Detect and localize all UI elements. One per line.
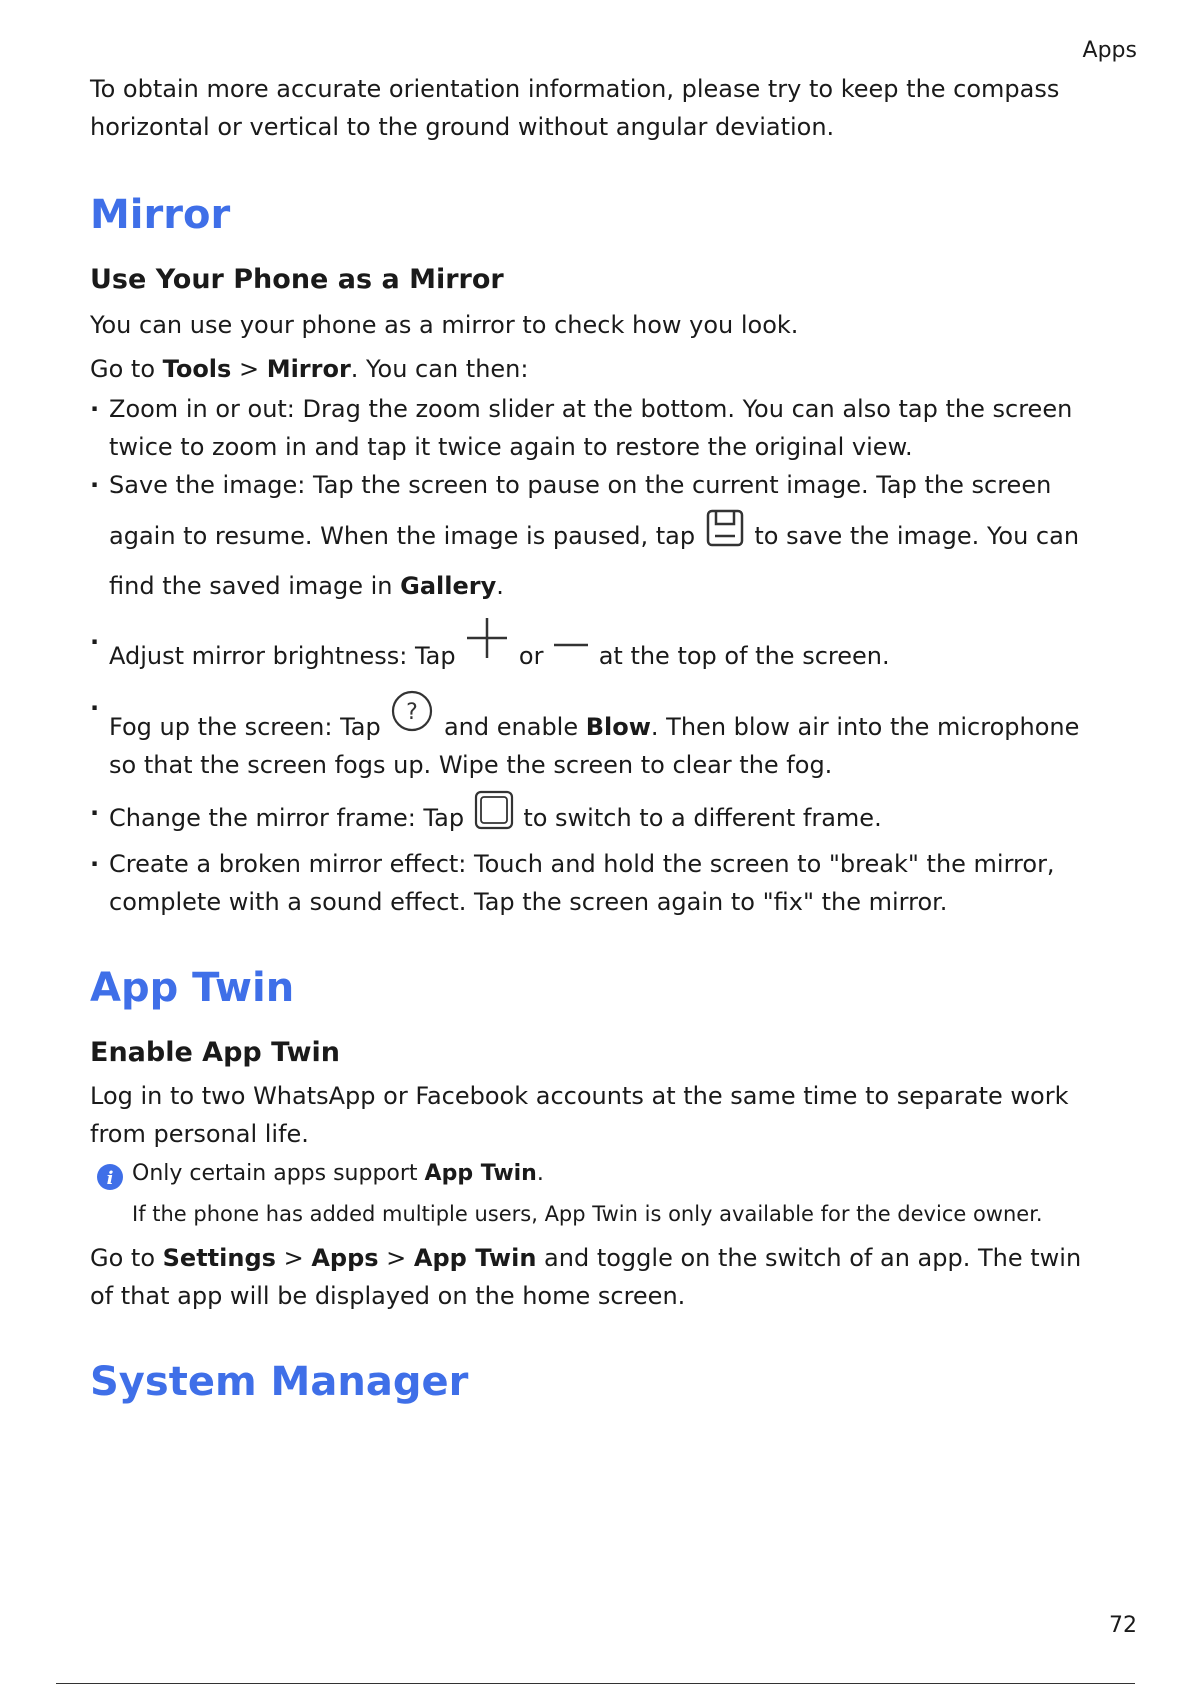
app-twin-label: App Twin: [424, 1161, 537, 1186]
app-twin-goto: Go to Settings > Apps > App Twin and toggle on the switch of an app. The twin of that app will be displayed on the home screen.: [90, 1244, 1082, 1310]
help-icon: [390, 689, 434, 744]
system-manager-heading: System Manager: [90, 1359, 469, 1405]
mirror-subheading: Use Your Phone as a Mirror: [90, 264, 504, 295]
list-item: · Save the image: Tap the screen to pause on the current image. Tap the screen again to resume. When the image is paused, tap to save the image. You can find the saved image in Gallery.: [90, 462, 1110, 609]
save-icon: [705, 508, 745, 563]
running-header: Apps: [1082, 38, 1137, 63]
plus-icon: [465, 616, 509, 681]
svg-text:i: i: [106, 1168, 114, 1189]
mirror-description: You can use your phone as a mirror to check how you look.: [90, 311, 799, 339]
page-number: 72: [1109, 1613, 1137, 1638]
info-icon: [96, 1163, 124, 1195]
note-line-2: If the phone has added multiple users, App Twin is only available for the device owner.: [132, 1202, 1043, 1226]
list-item: · Fog up the screen: Tap ? and enable Blow. Then blow air into the microphone so that the screen fogs up. Wipe the screen to clear the fog.: [90, 689, 1110, 784]
tools-label: Tools: [162, 355, 232, 383]
app-twin-path-label: App Twin: [413, 1244, 537, 1272]
app-twin-subheading: Enable App Twin: [90, 1037, 341, 1068]
mirror-feature-list: [90, 390, 1110, 921]
list-item: · Adjust mirror brightness: Tap or at the top of the screen.: [90, 613, 1110, 685]
apps-label: Apps: [311, 1244, 379, 1272]
mirror-heading: Mirror: [90, 192, 231, 238]
mirror-label: Mirror: [266, 355, 351, 383]
note-line-1: Only certain apps support App Twin.: [132, 1161, 544, 1186]
minus-icon: [553, 613, 589, 671]
list-item: · Zoom in or out: Drag the zoom slider at the bottom. You can also tap the screen twice to zoom in and tap it twice again to restore the original view.: [90, 390, 1110, 466]
settings-label: Settings: [162, 1244, 276, 1272]
svg-text:?: ?: [406, 700, 419, 725]
page-content: [90, 70, 1110, 1407]
app-twin-heading: App Twin: [90, 965, 295, 1011]
app-twin-description: Log in to two WhatsApp or Facebook accounts at the same time to separate work from personal life.: [90, 1082, 1069, 1148]
frame-icon: [474, 790, 514, 845]
list-item: · Create a broken mirror effect: Touch and hold the screen to "break" the mirror, complete with a sound effect. Tap the screen again to "fix" the mirror.: [90, 845, 1110, 921]
blow-label: Blow: [585, 713, 651, 741]
mirror-goto: Go to Tools > Mirror. You can then:: [90, 355, 529, 383]
app-twin-note: [90, 1157, 1110, 1231]
list-item: · Change the mirror frame: Tap to switch to a different frame.: [90, 790, 1110, 845]
gallery-label: Gallery: [400, 572, 497, 600]
intro-paragraph: To obtain more accurate orientation information, please try to keep the compass horizontal or vertical to the ground without angular deviation.: [90, 75, 1060, 141]
